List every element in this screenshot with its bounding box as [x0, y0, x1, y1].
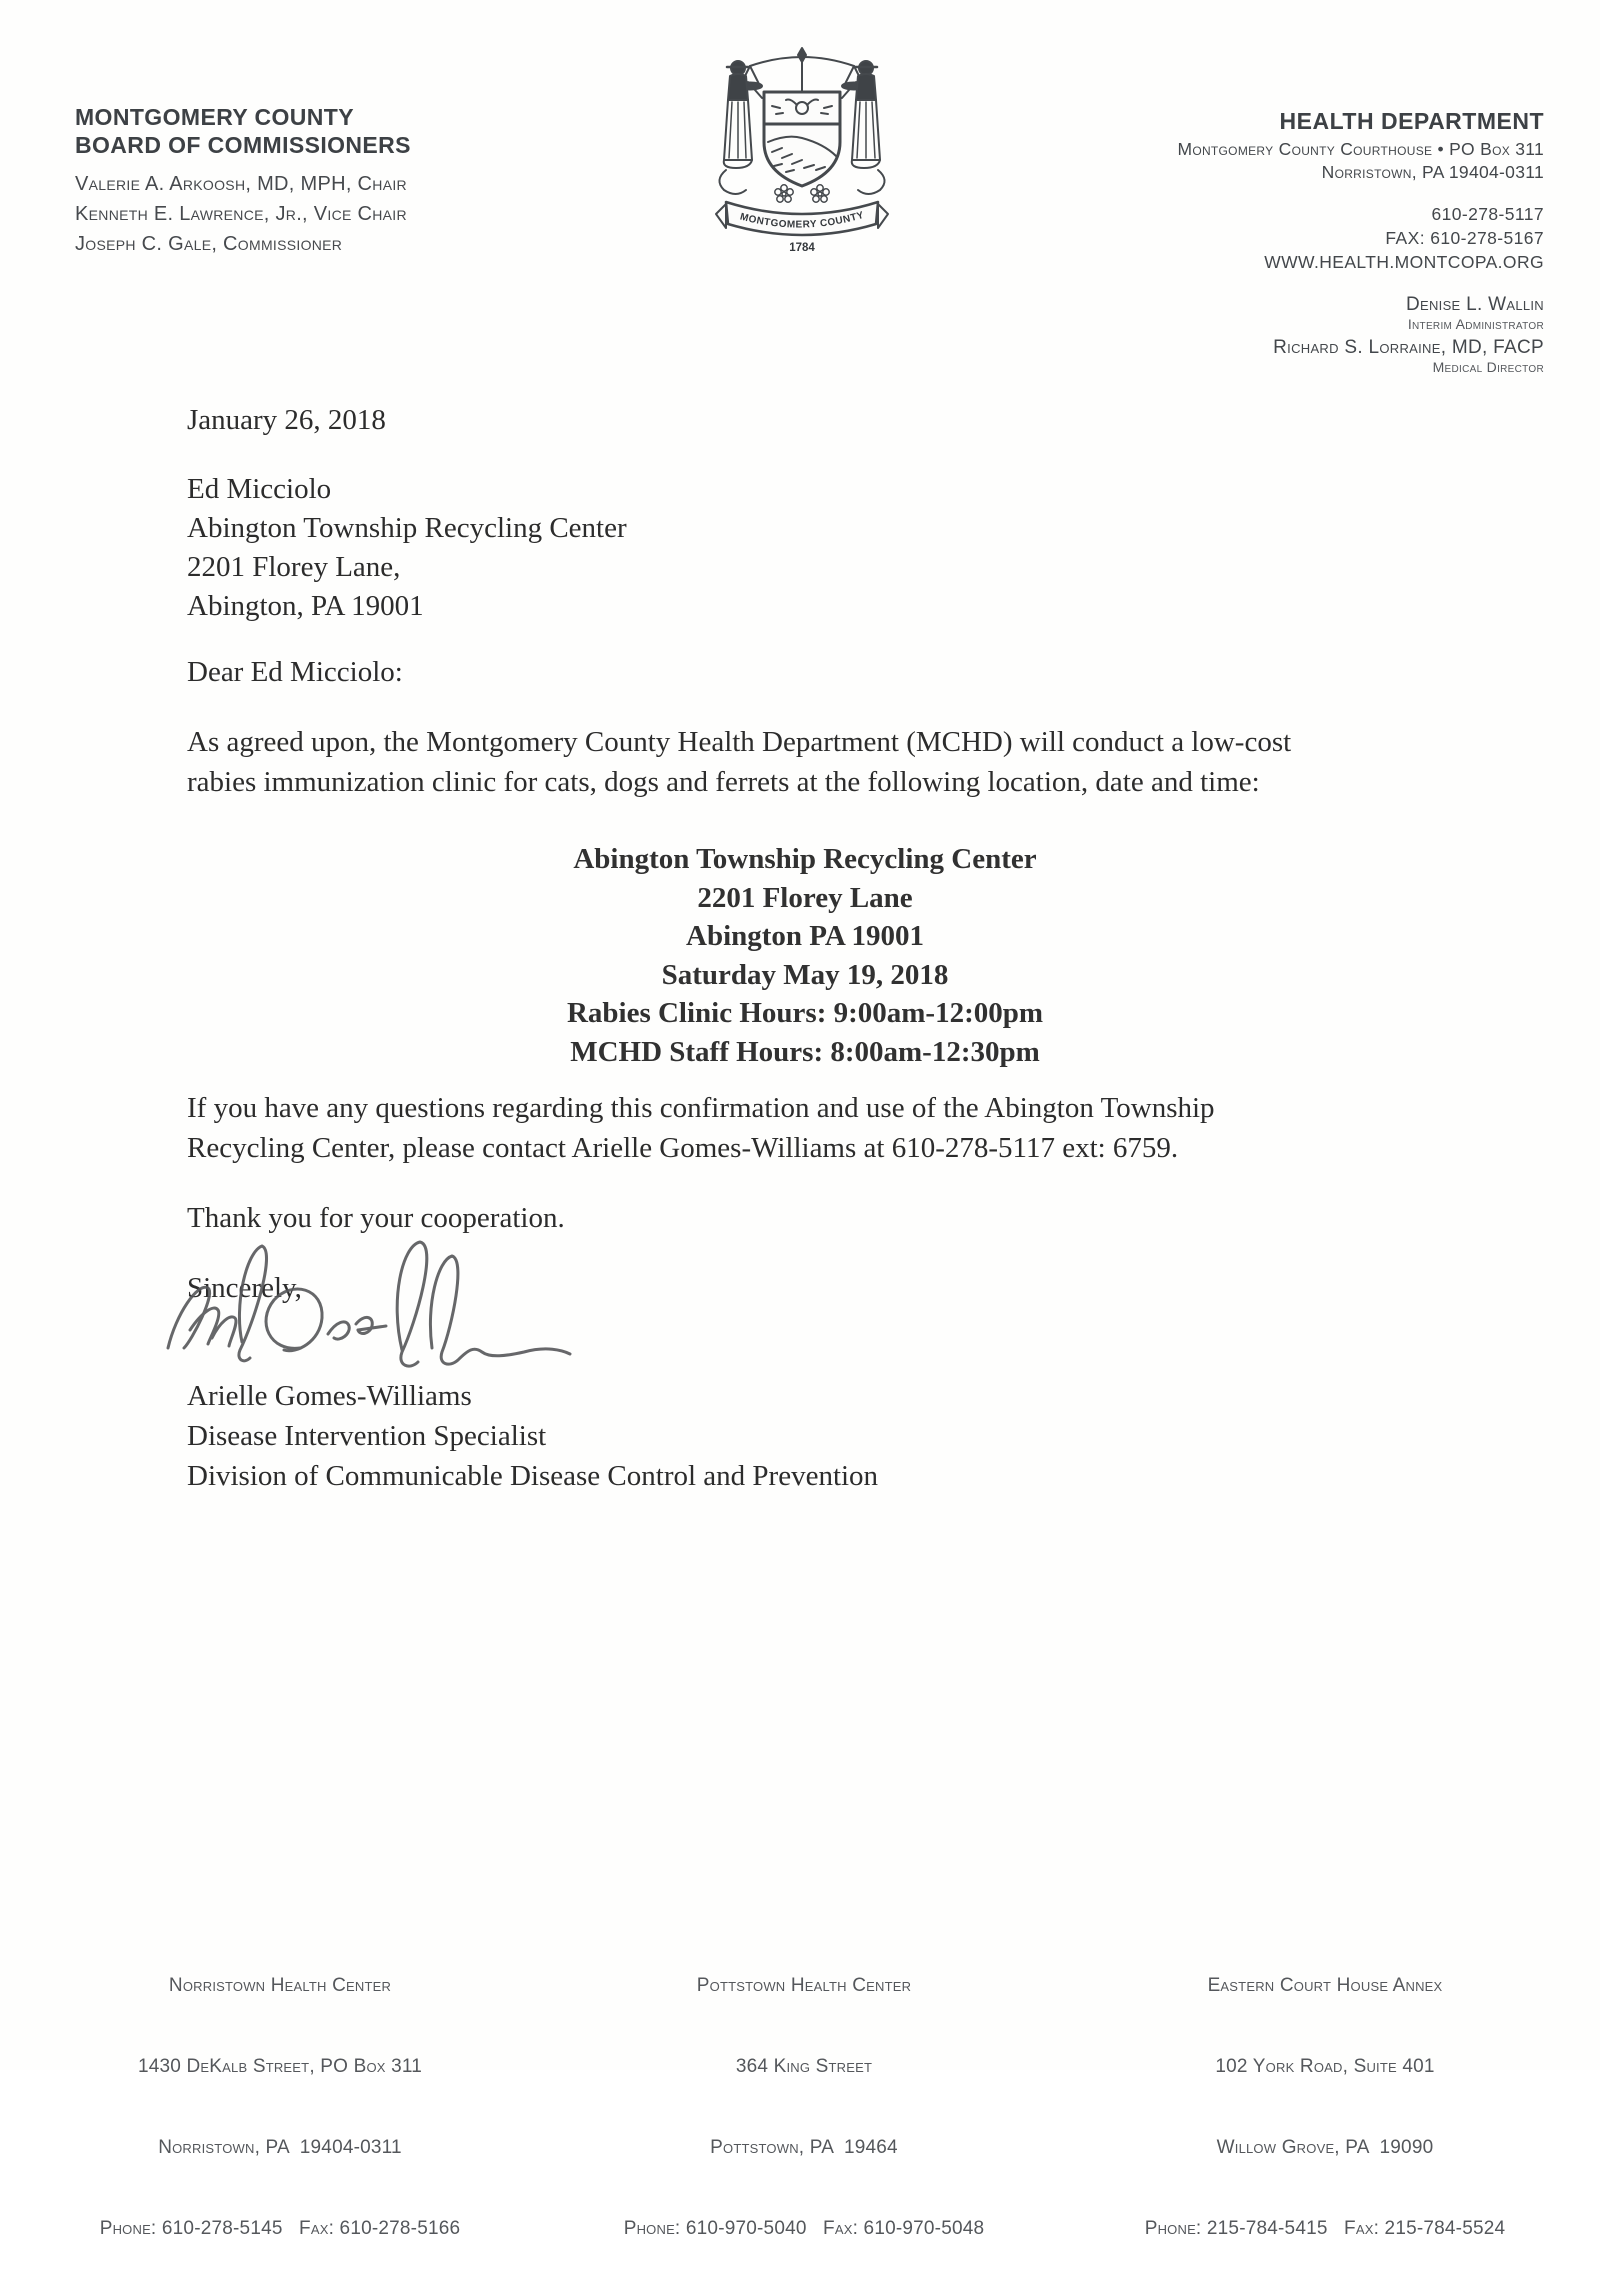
- signer-division: Division of Communicable Disease Control and Prevention: [187, 1460, 879, 1492]
- commissioner-chair: Valerie A. Arkoosh, MD, MPH, Chair: [75, 173, 407, 195]
- footer-center-phone-fax: Phone: 215-784-5415 Fax: 215-784-5524: [1144, 2218, 1506, 2239]
- paragraph-intro-line1: As agreed upon, the Montgomery County Health Department (MCHD) will conduct a low-cost: [187, 726, 1292, 758]
- recipient-org: Abington Township Recycling Center: [187, 512, 627, 544]
- department-title: HEALTH DEPARTMENT: [1279, 108, 1544, 134]
- board-of-commissioners-block: [75, 103, 411, 259]
- flower-right: [811, 185, 829, 202]
- medical-director-name: Richard S. Lorraine, MD, FACP: [1273, 337, 1544, 358]
- medical-director-title: Medical Director: [1432, 359, 1544, 375]
- paragraph-intro-line2: rabies immunization clinic for cats, dogs and ferrets at the following location, date and time:: [187, 766, 1260, 798]
- clinic-date: Saturday May 19, 2018: [661, 958, 949, 991]
- administrator-title: Interim Administrator: [1407, 316, 1544, 332]
- county-seal-graphic: [712, 42, 892, 257]
- dept-fax: FAX: 610-278-5167: [1385, 228, 1544, 248]
- paragraph-contact-line1: If you have any questions regarding this confirmation and use of the Abington Township: [187, 1092, 1215, 1124]
- health-department-block: [1177, 108, 1544, 375]
- footer-eastern-annex: [1065, 1918, 1585, 2296]
- flower-left: [775, 185, 793, 202]
- footer-center-name: Pottstown Health Center: [696, 1975, 912, 1996]
- recipient-address: [187, 470, 627, 626]
- commissioner-vice-chair: Kenneth E. Lawrence, Jr., Vice Chair: [75, 203, 407, 225]
- thank-you-line: Thank you for your cooperation.: [187, 1202, 565, 1234]
- signer-name: Arielle Gomes-Williams: [187, 1380, 472, 1412]
- dept-website: WWW.HEALTH.MONTCOPA.ORG: [1264, 252, 1544, 272]
- recipient-name: Ed Micciolo: [187, 473, 332, 505]
- org-name-line1: MONTGOMERY COUNTY: [75, 104, 354, 130]
- dept-address-line2: Norristown, PA 19404-0311: [1321, 162, 1544, 182]
- recipient-city: Abington, PA 19001: [187, 590, 424, 622]
- worker-figure-right: [842, 61, 885, 194]
- clinic-street: 2201 Florey Lane: [697, 881, 913, 914]
- footer-center-name: Norristown Health Center: [168, 1975, 392, 1996]
- signature-block: [187, 1376, 878, 1496]
- staff-hours: MCHD Staff Hours: 8:00am-12:30pm: [570, 1035, 1040, 1068]
- footer-center-phone-fax: Phone: 610-970-5040 Fax: 610-970-5048: [623, 2218, 985, 2239]
- clinic-details: [187, 840, 1423, 1071]
- footer-center-city: Pottstown, PA 19464: [710, 2137, 898, 2158]
- administrator-name: Denise L. Wallin: [1405, 294, 1544, 315]
- recipient-street: 2201 Florey Lane,: [187, 551, 401, 583]
- clinic-city: Abington PA 19001: [686, 920, 924, 952]
- paragraph-contact-line2: Recycling Center, please contact Arielle Gomes-Williams at 610-278-5117 ext: 6759.: [187, 1132, 1179, 1164]
- closing-line: Sincerely,: [187, 1272, 302, 1304]
- commissioner-member: Joseph C. Gale, Commissioner: [75, 233, 343, 255]
- dept-phone: 610-278-5117: [1431, 204, 1544, 224]
- signer-title: Disease Intervention Specialist: [187, 1420, 547, 1452]
- footer-center-street: 1430 DeKalb Street, PO Box 311: [137, 2056, 423, 2077]
- commissioners-list: [75, 169, 411, 259]
- clinic-location-name: Abington Township Recycling Center: [573, 843, 1037, 875]
- farmer-figure-left: [719, 61, 762, 194]
- letter-date: January 26, 2018: [187, 404, 386, 436]
- footer-center-name: Eastern Court House Annex: [1207, 1975, 1443, 1996]
- footer-center-city: Norristown, PA 19404-0311: [158, 2137, 402, 2158]
- seal-year: 1784: [789, 242, 815, 254]
- footer-center-street: 102 York Road, Suite 401: [1215, 2056, 1435, 2077]
- footer-norristown-center: [20, 1918, 540, 2296]
- paragraph-intro: [187, 722, 1291, 802]
- paragraph-contact: [187, 1088, 1215, 1168]
- org-name-line2: BOARD OF COMMISSIONERS: [75, 132, 411, 158]
- dept-address-line1: Montgomery County Courthouse • PO Box 311: [1177, 139, 1544, 159]
- footer-center-city: Willow Grove, PA 19090: [1216, 2137, 1434, 2158]
- salutation: Dear Ed Micciolo:: [187, 656, 403, 688]
- handwritten-signature: [150, 1230, 630, 1390]
- clinic-hours: Rabies Clinic Hours: 9:00am-12:00pm: [566, 997, 1044, 1029]
- footer-pottstown-center: [544, 1918, 1064, 2296]
- footer-center-phone-fax: Phone: 610-278-5145 Fax: 610-278-5166: [99, 2218, 461, 2239]
- footer-center-street: 364 King Street: [735, 2056, 873, 2077]
- county-seal: [712, 42, 892, 257]
- seal-banner-text: MONTGOMERY COUNTY: [738, 209, 866, 231]
